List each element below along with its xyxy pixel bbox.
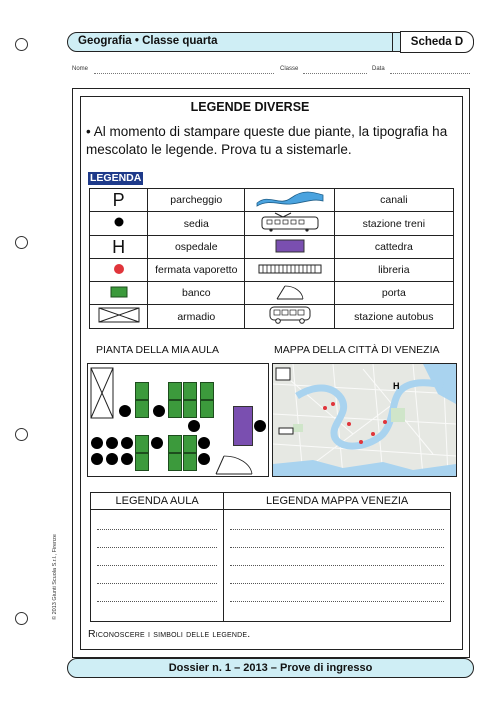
chair xyxy=(91,453,103,465)
desk xyxy=(183,400,197,418)
teacher-desk xyxy=(233,406,253,446)
door-icon xyxy=(245,282,334,305)
data-label: Data xyxy=(372,66,385,72)
legend-table xyxy=(89,188,454,329)
desk xyxy=(168,400,182,418)
desk xyxy=(183,453,197,471)
chair xyxy=(91,437,103,449)
desk xyxy=(168,453,182,471)
nome-label: Nome xyxy=(72,66,89,72)
answer-table xyxy=(90,492,451,622)
classroom-caption: PIANTA DELLA MIA AULA xyxy=(96,344,219,356)
desk xyxy=(200,400,214,418)
chair xyxy=(106,437,118,449)
subject-title: Geografia • Classe quarta xyxy=(78,35,218,47)
legend-label: banco xyxy=(148,282,245,305)
sheet-label: Scheda D xyxy=(400,31,474,53)
desk xyxy=(135,382,149,400)
desk xyxy=(135,400,149,418)
legend-label: ospedale xyxy=(148,236,245,259)
chair xyxy=(188,420,200,432)
page-footer: Dossier n. 1 – 2013 – Prove di ingresso xyxy=(67,658,474,678)
legend-label: stazione autobus xyxy=(334,305,453,329)
legend-label: fermata vaporetto xyxy=(148,259,245,282)
chair xyxy=(198,453,210,465)
nome-line[interactable] xyxy=(94,73,274,74)
parking-symbol: P xyxy=(90,189,148,212)
page-title: LEGENDE DIVERSE xyxy=(190,100,310,114)
legend-label: armadio xyxy=(148,305,245,329)
page-header xyxy=(67,32,474,52)
hospital-symbol: H xyxy=(90,236,148,259)
canal-icon xyxy=(245,189,334,212)
desk xyxy=(168,435,182,453)
legend-label: parcheggio xyxy=(148,189,245,212)
chair xyxy=(121,437,133,449)
green-rect-icon xyxy=(90,282,148,305)
legend-label: sedia xyxy=(148,212,245,236)
legend-label: canali xyxy=(334,189,453,212)
map-caption: MAPPA DELLA CITTÀ DI VENEZIA xyxy=(274,344,440,356)
bookshelf-icon xyxy=(245,259,334,282)
chair xyxy=(254,420,266,432)
venice-map xyxy=(272,363,457,477)
objective-note: Riconoscere i simboli delle legende. xyxy=(88,628,251,640)
instruction-text: • Al momento di stampare queste due piante, la tipografia ha mescolato le legende. Prova tu a sistemarle. xyxy=(86,124,448,157)
binder-hole xyxy=(15,236,28,249)
legend-row xyxy=(90,259,454,282)
desk xyxy=(183,435,197,453)
legend-row xyxy=(90,282,454,305)
binder-hole xyxy=(15,428,28,441)
desk xyxy=(135,435,149,453)
legend-row xyxy=(90,212,454,236)
classroom-plan xyxy=(87,363,269,477)
desk xyxy=(168,382,182,400)
legend-label: stazione treni xyxy=(334,212,453,236)
desk xyxy=(200,382,214,400)
legend-aula-header: LEGENDA AULA xyxy=(91,493,224,510)
bus-icon xyxy=(245,305,334,329)
legend-label: porta xyxy=(334,282,453,305)
legend-row xyxy=(90,236,454,259)
purple-rect-icon xyxy=(245,236,334,259)
binder-hole xyxy=(15,38,28,51)
chair xyxy=(198,437,210,449)
legend-row xyxy=(90,189,454,212)
legend-venezia-answer-area[interactable] xyxy=(224,510,451,622)
chair xyxy=(119,405,131,417)
classe-line[interactable] xyxy=(303,73,367,74)
legend-label: libreria xyxy=(334,259,453,282)
chair xyxy=(153,405,165,417)
crossed-box-icon xyxy=(90,305,148,329)
legend-aula-answer-area[interactable] xyxy=(91,510,224,622)
binder-hole xyxy=(15,612,28,625)
legend-venezia-header: LEGENDA MAPPA VENEZIA xyxy=(224,493,451,510)
legend-tag: LEGENDA xyxy=(90,172,142,184)
door-icon xyxy=(214,454,254,476)
desk xyxy=(183,382,197,400)
legend-row xyxy=(90,305,454,329)
train-icon xyxy=(245,212,334,236)
data-line[interactable] xyxy=(390,73,470,74)
copyright-text: © 2013 Giunti Scuola S.r.l., Firenze xyxy=(52,534,58,620)
svg-text:H: H xyxy=(393,381,400,391)
legend-label: cattedra xyxy=(334,236,453,259)
chair xyxy=(106,453,118,465)
chair xyxy=(151,437,163,449)
black-dot-icon xyxy=(90,212,148,236)
chair xyxy=(121,453,133,465)
desk xyxy=(135,453,149,471)
red-dot-icon xyxy=(90,259,148,282)
wardrobe-icon xyxy=(90,367,114,419)
classe-label: Classe xyxy=(280,66,299,72)
